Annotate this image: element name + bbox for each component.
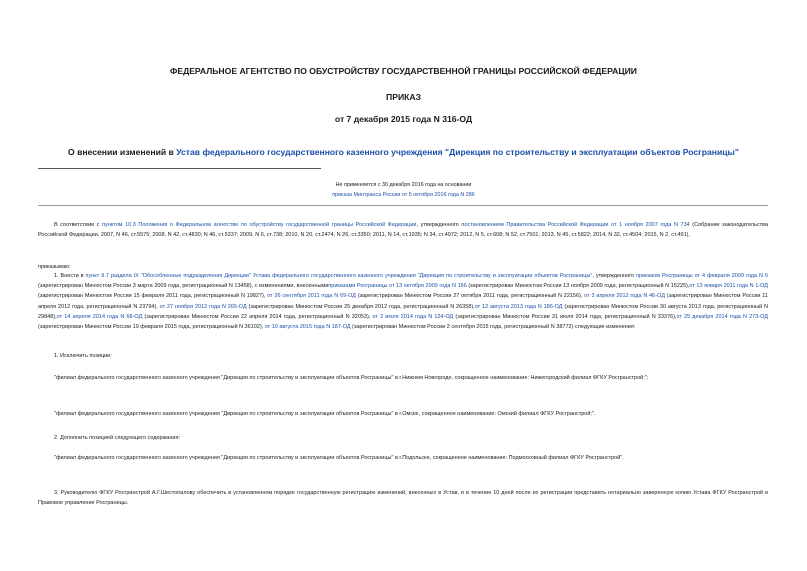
order-link[interactable]: от 2 июля 2014 года N 124-ОД <box>372 313 454 320</box>
sub-item-1: 1. Исключить позиции: <box>54 353 112 359</box>
text: (зарегистрирован Минюстом России 25 декабря 2012 года, регистрационный N 26358), <box>246 303 475 310</box>
status-note-text: Не применяется с 30 декабря 2016 года на основании <box>335 182 472 188</box>
text: , утвержденного <box>416 222 462 228</box>
charter-link[interactable]: Устав федерального государственного казенного учреждения "Дирекция по строительству и эксплуатации объектов Росграницы" <box>176 147 739 157</box>
status-note <box>0 180 807 200</box>
order-link[interactable]: от 27 ноября 2012 года N 265-ОД <box>159 303 247 310</box>
document-subject <box>0 147 807 157</box>
order-link[interactable]: от 25 декабря 2014 года N 273-ОД <box>676 313 768 320</box>
government-decree-link[interactable]: постановлением Правительства Российской Федерации от 1 ноября 2007 года N 734 <box>461 222 690 228</box>
item-3-paragraph: 3. Руководителю ФГКУ Росгранстрой А.Г.Шестопалову обеспечить в установленном порядке государственную регистрацию изменений, внесенных в Устав, и в течение 10 дней после их регистрации представить нотариально заверенную копию Устава ФГКУ Росгранстрой в Правовое управление Росграницы. <box>38 490 768 507</box>
text: (зарегистрирован Минюстом России 3 марта 2009 года, регистрационный N 13458), с изменениями, внесенными <box>38 283 329 290</box>
status-note-link[interactable]: приказа Минтранса России от 5 октября 2016 года N 286 <box>332 192 475 198</box>
text: (Собрание законодательства Российской Федерации, 2007, N 46, ст.5575; 2008, N 42, ст.4830; N 46, ст.5337; 2009, N 6, ст.738; 2010, N 20, ст.2474; N 26, ст.3350; 2011, N 14, ст.1935; N 34, ст.4972; 2012, N 5, ст.608; N 52, ст.7501; 2013, N 45, ст.5822; 2014, N 32, ст.4504; 2015, N 2, ст.491), <box>38 222 769 239</box>
text: (зарегистрирован Минюстом России 22 апреля 2014 года, регистрационный N 32053), <box>142 313 373 320</box>
text: (зарегистрирован Минюстом России 15 февраля 2011 года, регистрационный N 19827), <box>38 293 268 300</box>
divider <box>38 168 321 169</box>
order-link[interactable]: от 10 августа 2015 года N 187-ОД <box>264 324 351 331</box>
agency-title: ФЕДЕРАЛЬНОЕ АГЕНТСТВО ПО ОБУСТРОЙСТВУ ГОСУДАРСТВЕННОЙ ГРАНИЦЫ РОССИЙСКОЙ ФЕДЕРАЦИИ <box>170 66 637 76</box>
text: (зарегистрирован Минюстом России 2 сентября 2015 года, регистрационный N 38772) следующие изменения: <box>350 324 636 331</box>
text: В соответствии с <box>54 222 103 228</box>
order-link[interactable]: от 3 апреля 2012 года N 46-ОД <box>584 293 665 300</box>
charter-section-link[interactable]: пункт 9.7 раздела IX "Обособленные подразделения Дирекции" Устава федерального государственного казенного учреждения "Дирекция по строительству и эксплуатации объектов Росграницы" <box>85 273 593 279</box>
preamble-paragraph <box>38 220 768 240</box>
divider <box>38 205 768 206</box>
text: (зарегистрирован Минюстом России 13 ноября 2009 года, регистрационный N 15225), <box>466 283 690 290</box>
order-link[interactable]: от 14 апреля 2014 года N 68-ОД <box>56 313 143 320</box>
text: 1. Внести в <box>54 273 86 279</box>
text: (зарегистрирован Минюстом России 27 октября 2011 года, регистрационный N 22156), <box>355 293 585 300</box>
subject-prefix: О внесении изменений в <box>68 147 177 157</box>
text: (зарегистрирован Минюстом России 11 апреля 2012 года, регистрационный N 23794), <box>38 293 768 310</box>
order-link[interactable]: приказом Росграницы от 4 февраля 2009 года N 6 <box>636 273 769 279</box>
text: (зарегистрирован Минюстом России 31 июля 2014 года, регистрационный N 33376), <box>453 313 677 320</box>
document-type: ПРИКАЗ <box>386 92 421 102</box>
order-link[interactable]: от 26 сентября 2011 года N 69-ОД <box>267 293 356 300</box>
order-link[interactable]: приказами Росграницы от 13 октября 2009 года N 156 <box>328 283 467 290</box>
regulation-link[interactable]: пунктом 10.3 Положения о Федеральном агентстве по обустройству государственной границы Российской Федерации <box>102 222 417 228</box>
quoted-position-3: "филиал федерального государственного казенного учреждения "Дирекция по строительству и эксплуатации объектов Росграницы" в г.Подольске, сокращенное наименование: Подмосковный филиал ФГКУ Росгранстрой". <box>54 455 624 461</box>
order-link[interactable]: от 12 августа 2013 года N 186-ОД <box>474 303 563 310</box>
sub-item-2: 2. Дополнить позицией следующего содержания: <box>54 435 180 441</box>
order-word: приказываю: <box>38 264 71 270</box>
quoted-position-2: "филиал федерального государственного казенного учреждения "Дирекция по строительству и эксплуатации объектов Росграницы" в г.Омске, сокращенное наименование: Омский филиал ФГКУ Росгранстрой;". <box>54 411 596 417</box>
text: (зарегистрирован Минюстом России 19 февраля 2015 года, регистрационный N 36102), <box>38 324 265 331</box>
document-date-number: от 7 декабря 2015 года N 316-ОД <box>334 114 473 124</box>
order-link[interactable]: от 13 января 2011 года N 1-ОД <box>689 283 768 290</box>
text: (зарегистрирован Минюстом России 30 августа 2013 года, регистрационный N 29848), <box>38 303 768 320</box>
quoted-position-1: "филиал федерального государственного казенного учреждения "Дирекция по строительству и эксплуатации объектов Росграницы" в г.Нижнем Новгороде, сокращенное наименование: Нижегородский филиал ФГКУ Росгранстрой;"; <box>54 375 649 381</box>
text: , утвержденного <box>592 273 637 279</box>
item-1-paragraph <box>38 271 768 332</box>
